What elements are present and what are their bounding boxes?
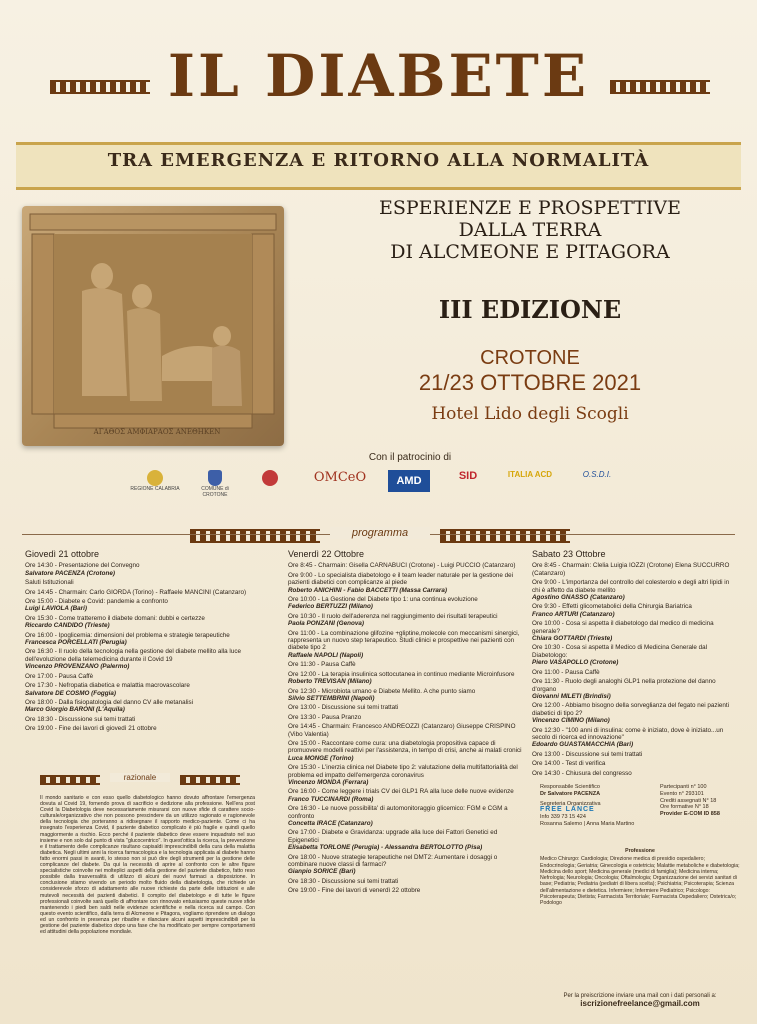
session-title: Ore 15:30 - L'inerzia clinica nel Diabete tipo 2: valutazione della multifattorialità del problema ed impatto dell'emergenza coronavirus	[288, 764, 518, 779]
greek-border-raz-right	[180, 775, 240, 785]
esperienze-line-1: ESPERIENZE E PROSPETTIVE	[379, 197, 681, 219]
session-item	[532, 727, 737, 749]
session-speaker: Federico BERTUZZI (Milano)	[288, 603, 373, 611]
program-label: programma	[330, 527, 430, 539]
session-speaker: Raffaele NAPOLI (Napoli)	[288, 651, 364, 659]
session-speaker: Piero VASAPOLLO (Crotone)	[532, 659, 619, 667]
greek-border-raz-left	[40, 775, 100, 785]
session-speaker: Franco TUCCINARDI (Roma)	[288, 795, 374, 803]
session-title: Ore 10:00 - Cosa si aspetta il diabetologo dal medico di medicina generale?	[532, 620, 714, 635]
segreteria-label: Segreteria Organizzativa	[540, 800, 601, 807]
session-speaker: Salvatore PACENZA (Crotone)	[25, 569, 115, 577]
greek-border-prog-left	[190, 529, 320, 543]
session-item	[25, 589, 260, 596]
freelance-logo: FREE LANCE	[540, 806, 595, 814]
session-title: Ore 12:30 - Microbiota umano e Diabete Mellito. A che punto siamo	[288, 687, 476, 695]
responsabile-name: Dr Salvatore PACENZA	[540, 790, 601, 797]
esperienze-line-2: DALLA TERRA	[458, 219, 602, 241]
session-title: Ore 19:00 - Fine dei lavori di venerdì 22 ottobre	[288, 887, 421, 895]
session-item	[25, 615, 260, 630]
responsabile-label: Responsabile Scientifico	[540, 784, 600, 790]
session-title: Ore 14:00 - Test di verifica	[532, 760, 606, 768]
day-heading: Sabato 23 Ottobre	[532, 549, 606, 559]
session-title: Ore 11:30 - Ruolo degli analoghi GLP1 nella protezione del danno d'organo	[532, 678, 716, 693]
session-title: Ore 18:00 - Dalla fisiopatologia del danno CV alle metanalisi	[25, 698, 194, 706]
ancient-relief-image	[22, 206, 284, 446]
session-speaker: Chiara GOTTARDI (Trieste)	[532, 635, 613, 643]
info-phone: Info 339 73 15 424	[540, 814, 586, 821]
session-item	[25, 673, 260, 680]
session-title: Ore 16:00 - Ipoglicemia: dimensioni del problema e strategie terapeutiche	[25, 631, 230, 639]
session-item	[25, 699, 260, 714]
sponsor-logos	[130, 470, 650, 510]
session-title: Ore 15:30 - Come tratteremo il diabete domani: dubbi e certezze	[25, 614, 205, 622]
hours: Ore formative N° 18	[660, 804, 709, 811]
session-item	[532, 644, 737, 666]
credits: Crediti assegnati N° 18	[660, 797, 717, 804]
event-number: Evento n° 293101	[660, 790, 704, 797]
day-column-giovedi	[25, 551, 260, 735]
session-item	[288, 704, 523, 711]
session-item	[25, 632, 260, 647]
session-title: Ore 10:00 - La Gestione del Diabete tipo 1: una continua evoluzione	[288, 596, 478, 604]
esperienze-block	[330, 197, 730, 263]
session-title: Ore 18:30 - Discussione sui temi trattati	[25, 715, 136, 723]
session-title: Ore 14:45 - Charmain: Francesco ANDREOZZI (Catanzaro) Giuseppe CRISPINO (Vibo Valentia)	[288, 723, 516, 738]
session-speaker: Luca MONGE (Torino)	[288, 754, 354, 762]
logo-osdi: O.S.D.I.	[582, 470, 612, 479]
session-item	[532, 702, 737, 724]
session-title: Ore 9:00 - L'importanza del controllo del colesterolo e degli altri lipidi in chi è affetto da diabete mellito	[532, 579, 730, 594]
session-item	[25, 579, 260, 586]
session-title: Ore 8:45 - Charmain: Clelia Luigia IOZZI (Crotone) Elena SUCCURRO (Catanzaro)	[532, 562, 730, 577]
session-title: Ore 18:00 - Nuove strategie terapeutiche nel DMT2: Aumentare i dosaggi o combinare nuove classi di farmaci?	[288, 853, 498, 869]
session-speaker: Agostino GNASSO (Catanzaro)	[532, 594, 625, 602]
session-item	[288, 630, 523, 660]
session-speaker: Vincenzo CIMINO (Milano)	[532, 717, 610, 725]
session-title: Ore 13:30 - Pausa Pranzo	[288, 713, 362, 721]
session-title: Ore 14:30 - Presentazione del Convegno	[25, 562, 140, 570]
session-title: Saluti Istituzionali	[25, 579, 74, 587]
session-item	[288, 829, 523, 851]
session-title: Ore 9:00 - Lo specialista diabetologo e il team leader naturale per la gestione dei pazienti diabetici con complicanze al piede	[288, 571, 514, 587]
session-title: Ore 16:30 - Il ruolo della tecnologia nella gestione del diabete mellito alla luce dell'evoluzione della telemedicina durante il Covid 19	[25, 648, 241, 663]
session-speaker: Elisabetta TORLONE (Perugia) - Alessandra BERTOLOTTO (Pisa)	[288, 844, 483, 852]
session-speaker: Vincenzo PROVENZANO (Palermo)	[25, 663, 130, 671]
session-list	[532, 562, 737, 777]
relief-inscription: ΑΓΑΘΟΣ ΑΜΦΙΑΡΑΟΣ ΑΝΕΘΗΚΕΝ	[93, 428, 221, 436]
greek-border-prog-right	[440, 529, 570, 543]
session-item	[288, 723, 523, 738]
main-title: IL DIABETE	[167, 42, 590, 110]
session-item	[288, 878, 523, 885]
session-item	[25, 725, 260, 732]
session-title: Ore 17:30 - Nefropatia diabetica e malattia macrovascolare	[25, 682, 190, 690]
session-item	[288, 887, 523, 894]
session-item	[25, 682, 260, 697]
session-item	[532, 770, 737, 777]
session-speaker: Silvio SETTEMBRINI (Napoli)	[288, 694, 375, 702]
footer	[540, 993, 740, 1008]
session-title: Ore 12:30 - "100 anni di insulina: come è iniziato, dove è iniziato...un secolo di ricerca ed innovazione"	[532, 726, 724, 741]
razionale-text: Il mondo sanitario e con esso quello diabetologico hanno dovuto affrontare l'emergenza dovuta al Covid 19, fornendo prova di sacrificio e dedizione alla professione. Nell'era post Covid la Diabetologia deve necessariamente misurarsi con nuove sfide di carattere socio- culturale/organizzativo che non possono prescindere da un utilizzo ragionato e ragionevole della tecnologia che porteranno a ridisegnare il rapporto medico-paziente. Come ci ha insegnato l'esperienza Covid, il paziente diabetico complicato è più fragile e quindi quello maggiormente a rischio. Ecco perché il paziente diabetico deve essere inquadrato nel suo insieme e non solo dal punto di vista "glucocentrico". In quest'ottica la ricerca, la prevenzione e il trattamento delle complicanze risultano capisaldi imprescindibili della cura della malattia diabetica. Negli ultimi anni la ricerca farmacologica e la tecnologia applicata al diabete hanno fatto enormi passi in avanti, lo stesso non si può dire degli strumenti per la gestione delle complicanze del diabete. Da qui la necessità di aprire al confronto con le altre figure specialistiche coinvolte nei molteplici aspetti della gestione del paziente diabetico, fatto reso possibile dalla trasversalità di utilizzo di alcuni dei nuovi farmaci a disposizione. In conclusione stiamo vivendo un periodo molto fluido della diabetologia, che richiede un considerevole sforzo di adattamento alle nuove richieste da parte delle istituzioni e alle mutevoli necessità dei pazienti diabetici. Il compito del diabetologo e di tutte le figure professionali coinvolte sarà quello di affrontare con rinnovato entusiasmo queste nuove sfide mantenendo i piedi ben saldi nelle evidenze scientifiche e nella ricerca sul campo. Con questo evento scientifico, dalla terra di Alcmeone e Pitagora, vogliamo riprendere un dialogo ed un confronto in presenza per ribadire e rilanciare alcuni aspetti imprescindibili per la gestione del paziente diabetico dopo una fase che ha modificato per sempre comportamenti ed attitudini della popolazione mondiale.	[40, 795, 255, 936]
session-title: Ore 10:30 - Il ruolo dell'aderenza nel raggiungimento dei risultati terapeutici	[288, 612, 498, 620]
session-title: Ore 13:00 - Discussione sui temi trattati	[288, 704, 399, 712]
session-title: Ore 14:45 - Charmain: Carlo GIORDA (Torino) - Raffaele MANCINI (Catanzaro)	[25, 588, 247, 596]
event-date: 21/23 OTTOBRE 2021	[418, 370, 642, 395]
session-item	[288, 572, 523, 594]
session-title: Ore 19:00 - Fine dei lavori di giovedì 21 ottobre	[25, 725, 157, 733]
subtitle: TRA EMERGENZA E RITORNO ALLA NORMALITÀ	[107, 150, 650, 171]
contacts: Rosanna Salemo | Anna Maria Martino	[540, 820, 635, 827]
logo-amd: AMD	[388, 470, 430, 502]
session-speaker: Giovanni MILETI (Brindisi)	[532, 692, 611, 700]
session-title: Ore 11:00 - La combinazione glifozine +gliptine,molecole con meccanismi sinergici, rappresenta un nuovo step terapeutico. Studi clinici e prospettive nei pazienti con diabete tipo 2	[288, 629, 520, 652]
logo-italia-acd: ITALIA ACD	[507, 470, 553, 479]
professione-label: Professione	[625, 848, 655, 854]
session-item	[532, 669, 737, 676]
day-column-sabato	[532, 551, 737, 779]
edition-label: III EDIZIONE	[438, 295, 622, 324]
session-item	[25, 716, 260, 723]
session-speaker: Concetta IRACE (Catanzaro)	[288, 820, 373, 827]
logo-omceo: OMCeO	[313, 470, 367, 485]
session-title: Ore 8:45 - Charmain: Gisella CARNABUCI (Crotone) - Luigi PUCCIO (Catanzaro)	[288, 562, 516, 570]
city: CROTONE	[480, 347, 580, 369]
session-item	[288, 805, 523, 827]
session-title: Ore 12:00 - La terapia insulinica sottocutanea in continuo mediante Microinfusore	[288, 670, 515, 678]
session-title: Ore 11:00 - Pausa Caffè	[532, 668, 600, 676]
session-speaker: Paola PONZANI (Genova)	[288, 620, 364, 628]
session-title: Ore 14:30 - Chiusura del congresso	[532, 769, 632, 777]
professione-text: Medico Chirurgo: Cardiologia; Direzione medica di presidio ospedaliero; Endocrinologia; Geriatria; Ginecologia e ostetricia; Malattie metaboliche e diabetologia; Medicina dello sport; Medicina generale (medici di famiglia); Medicina interna; Nefrologia; Neurologia; Oncologia; Oftalmologia; Organizzazione dei servizi sanitari di base; Pediatria; Pediatria (pediatri di libera scelta); Psichiatria; Psicoterapia; Scienza dell'alimentazione e dietetica. Infermiere; Infermiere Pediatrico; Psicologo: Psicoterapeuta; Dietista; Farmacista Territoriale; Farmacista Ospedaliero; Ostetrica/o; Podologo	[540, 856, 740, 907]
session-item	[288, 596, 523, 611]
session-item	[532, 760, 737, 767]
day-column-venerdi	[288, 551, 523, 897]
session-title: Ore 17:00 - Pausa Caffè	[25, 672, 94, 680]
day-heading: Venerdì 22 Ottobre	[288, 549, 365, 559]
session-speaker: Francesca PORCELLATI (Perugia)	[25, 639, 127, 647]
session-title: Ore 16:30 - Le nuove possibilita' di automonitoraggio glicemico: FGM e CGM a confronto	[288, 805, 508, 820]
session-item	[288, 764, 523, 786]
session-item	[532, 579, 737, 601]
venue: Hotel Lido degli Scogli	[431, 404, 629, 424]
session-item	[532, 751, 737, 758]
participants: Partecipanti n° 100	[660, 784, 707, 790]
session-item	[532, 562, 737, 577]
session-list	[288, 562, 523, 894]
razionale-label: razionale	[110, 773, 170, 782]
session-speaker: Franco ARTURI (Catanzaro)	[532, 610, 615, 618]
session-item	[288, 788, 523, 803]
ecm-block	[660, 784, 740, 818]
session-item	[288, 671, 523, 686]
session-item	[25, 598, 260, 613]
logo-institution	[250, 470, 290, 502]
session-speaker: Riccardo CANDIDO (Trieste)	[25, 622, 110, 630]
relief-illustration	[22, 206, 284, 446]
esperienze-line-3: DI ALCMEONE E PITAGORA	[390, 241, 670, 263]
session-title: Ore 15:00 - Diabete e Covid: pandemie a confronto	[25, 598, 168, 606]
session-item	[25, 562, 260, 577]
session-item	[25, 648, 260, 670]
session-title: Ore 9:30 - Effetti glicometabolici della Chirurgia Bariatrica	[532, 603, 692, 611]
logo-comune-crotone: COMUNE di CROTONE	[190, 470, 240, 502]
session-item	[288, 562, 523, 569]
session-title: Ore 16:00 - Come leggere i trials CV dei GLP1 RA alla luce delle nuove evidenze	[288, 788, 514, 796]
session-item	[288, 688, 523, 703]
session-item	[288, 661, 523, 668]
session-item	[288, 740, 523, 762]
session-item	[532, 603, 737, 618]
logo-regione-calabria: REGIONE CALABRIA	[130, 470, 180, 502]
session-speaker: Roberto ANICHINI - Fabio BACCETTI (Massa Carrara)	[288, 586, 447, 594]
professione-block	[540, 848, 740, 907]
session-speaker: Vincenzo MONDA (Ferrara)	[288, 778, 369, 786]
session-title: Ore 12:00 - Abbiamo bisogno della sorveglianza del fegato nei pazienti diabetici di tipo 2?	[532, 702, 730, 717]
session-item	[288, 613, 523, 628]
session-title: Ore 15:00 - Raccontare come cura: una diabetologia propositiva capace di promuovere modelli reattivi per l'assistenza, in tempo di crisi, anche ai malati cronici	[288, 739, 522, 755]
responsabile-block	[540, 784, 650, 828]
logo-sid: SID	[458, 470, 478, 482]
session-item	[532, 620, 737, 642]
session-speaker: Gianpio SORICE (Bari)	[288, 868, 356, 876]
session-item	[288, 714, 523, 721]
registration-email[interactable]: iscrizionefreelance@gmail.com	[580, 999, 700, 1008]
session-speaker: Salvatore DE COSMO (Foggia)	[25, 689, 116, 697]
session-title: Ore 18:30 - Discussione sui temi trattati	[288, 877, 399, 885]
session-item	[288, 854, 523, 876]
session-title: Ore 13:00 - Discussione sui temi trattati	[532, 750, 643, 758]
session-title: Ore 17:00 - Diabete e Gravidanza: upgrade alla luce dei Fattori Genetici ed Epigenetici	[288, 829, 498, 844]
session-list	[25, 562, 260, 732]
provider: Provider E-COM ID 858	[660, 811, 720, 818]
patrocinio-label: Con il patrocinio di	[368, 452, 452, 463]
session-speaker: Edoardo GUASTAMACCHIA (Bari)	[532, 741, 634, 749]
session-speaker: Marco Giorgio BARONI (L'Aquila)	[25, 706, 125, 714]
session-speaker: Roberto TREVISAN (Milano)	[288, 678, 372, 686]
session-item	[532, 678, 737, 700]
session-title: Ore 10:30 - Cosa si aspetta il Medico di Medicina Generale dal Diabetologo:	[532, 644, 708, 659]
session-title: Ore 11:30 - Pausa Caffè	[288, 661, 356, 669]
day-heading: Giovedì 21 ottobre	[25, 549, 100, 559]
session-speaker: Luigi LAVIOLA (Bari)	[25, 605, 87, 613]
footer-text: Per la preiscrizione inviare una mail con i dati personali a:	[563, 993, 717, 999]
